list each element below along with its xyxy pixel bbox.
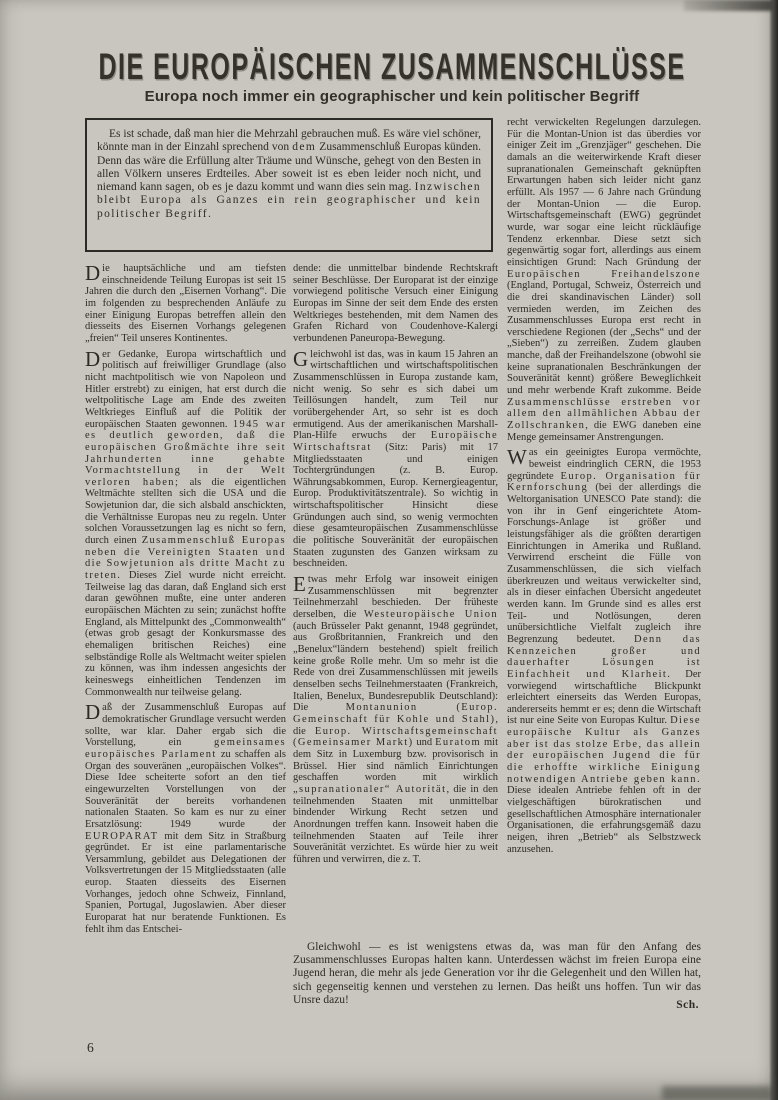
body-text: (Sitz: Paris) mit 17 Mitgliedsstaaten und einigen Tochtergründungen (z. B. Europ. Währungsabkommen, Europ. Kernergieagentur, Europ. Produktivitätszentrale). So wichtig in wirtschaftspolitischer Hinsicht diese Gründungen auch sind, so wenig vermochten diese gesamteuropäischen Zusammenschlüsse die politische Souveränität der europäischen Staaten zugunsten des Ganzen wirksam zu beschneiden. xyxy=(293,441,498,570)
emphasized-text: „supranationaler“ Autorität xyxy=(293,783,447,795)
emphasized-text: Montanunion (Europ. Gemeinschaft für Kohle und Stahl) xyxy=(293,702,498,725)
paragraph xyxy=(293,574,498,865)
body-text: er Gedanke, Europa wirtschaftlich und politisch auf freiwilliger Grundlage (also nicht machtpolitisch wie von Napoleon und Hitler erstrebt) zu einigen, hat erst durch die weltpolitische Lage am Ende des zweiten Weltkrieges Einfluß auf die Politik der europäischen Staaten gewonnen. xyxy=(85,348,286,430)
emphasized-text: Europ. Wirtschaftsgemeinschaft (Gemeinsamer Markt) xyxy=(293,725,498,749)
body-text: aß der Zusammenschluß Europas auf demokratischer Grundlage versucht werden sollte, war klar. Daher ergab sich die Vorstellung, ein xyxy=(85,702,286,749)
body-text: , die xyxy=(293,713,498,737)
emphasized-text: Euratom xyxy=(435,737,482,749)
emphasized-text: Zusammenschluß Europas neben die Vereinigten Staaten und die Sowjetunion als dritte Macht zu treten. xyxy=(85,535,286,582)
body-text: und xyxy=(413,737,436,749)
body-text: mit dem Sitz in Luxemburg bzw. provisorisch in Brüssel. Hier sind nämlich Einrichtungen geschaffen worden mit wirklich xyxy=(293,737,498,784)
body-text: Zusammenschluß Europas künden. Denn das wäre die Erfüllung alter Träume und Wünsche, gehegt von den Besten in allen Völkern unseres Erdteiles. Aber soweit ist es eben leider noch nicht, und niemand kann sagen, ob es je dazu kommt und wann dies sein mag. xyxy=(97,141,481,194)
emphasized-text: Diese europäische Kultur als Ganzes aber ist das stolze Erbe, das allein der europäischen Jugend die für die erhoffte wirkliche Einigung notwendigen Antriebe geben kann. xyxy=(507,715,701,785)
body-text: Gleichwohl — es ist wenigstens etwas da, was man für den Anfang des Zusammenschlusses Europas halten kann. Unterdessen wächst im freien Europa eine Jugend heran, die mehr als jede Generation vor ihr die Gelegenheit und den Willen hat, sich gegenseitig kennen und verstehen zu lernen. Das heißt uns hoffen. Tun wir das Unsre dazu! xyxy=(293,941,701,1006)
body-text: als die eigentlichen Weltmächte stellten sich die USA und die Sowjetunion dar, die sich alsbald anschickten, die Verhältnisse Europas neu zu regeln. Unter solchen Voraussetzungen lag es nicht so fern, durch einen xyxy=(85,476,286,547)
body-text: dende: die unmittelbar bindende Rechtskraft seiner Beschlüsse. Der Europarat ist der einzige vorwiegend politische Versuch einer Einigung Europas im Sinne der seit dem Ende des ersten Weltkrieges bestehenden, mit dem Namen des Grafen Richard von Coudenhove-Kalergi verbundenen Paneuropa-Bewegung. xyxy=(293,263,498,344)
body-text: leichwohl ist das, was in kaum 15 Jahren an wirtschaftlichen und wirtschaftspolitischen Zusammenschlüssen in Europa zustande kam, nicht wenig. So sehr es sich dabei um Teillösungen handelt, zum Teil nur vorübergehender Art, so sehr ist es doch ermutigend. Aus der amerikanischen Marshall-Plan-Hilfe erwuchs der xyxy=(293,348,498,442)
scan-shadow-right-edge xyxy=(769,0,778,1100)
paragraph xyxy=(85,263,286,345)
emphasized-text: Europäischen Freihandelszone xyxy=(507,268,701,280)
page-number: 6 xyxy=(87,1040,94,1055)
drop-cap: E xyxy=(293,572,306,597)
body-text: Es ist schade, daß man hier die Mehrzahl gebrauchen muß. Es wäre viel schöner, könnte man in der Einzahl sprechend von xyxy=(97,128,481,154)
body-text: recht verwickelten Regelungen darzulegen. Für die Montan-Union ist das überdies vor einiger Zeit im „Grenzjäger“ geschehen. Die damals an die weiterwirkende Kraft dieser supranationalen Gemeinschaft geknüpften Erwartungen haben sich leider nicht ganz erfüllt. Als 1957 — 6 Jahre nach Gründung der Montan-Union — die Europ. Wirtschaftsgemeinschaft (EWG) gegründet wurde, war sogar eine leicht rückläufige Tendenz erkennbar. Diese setzt sich gegenwärtig sogar fort, allerdings aus einem einsichtigen Grund: Nach Gründung der xyxy=(507,117,701,268)
emphasized-text: Westeuropäische Union xyxy=(363,609,498,621)
paragraph xyxy=(507,447,701,855)
body-text: Diese idealen Antriebe fehlen oft in der vielgeschäftigen bürokratischen und gesellschaftlichen Atmosphäre internationaler Organisationen, die erfahrungsgemäß dazu neigen, ihren „Betrieb“ als Selbstzweck anzusehen. xyxy=(507,785,701,855)
emphasized-text: Zusammenschlüsse erstreben vor allem den allmählichen Abbau der Zollschranken xyxy=(507,396,701,432)
drop-cap: G xyxy=(293,346,309,371)
body-text: , die in den teilnehmenden Staaten mit unmittelbar bindender Wirkung Recht setzen und Anordnungen treffen kann. Insoweit haben die teilnehmenden Staaten auf Teile ihrer Souveränität verzichtet. Es würde hier zu weit führen und verwirren, die z. T. xyxy=(293,783,498,865)
body-text: , die EWG daneben eine Menge gemeinsamer Anstrengungen. xyxy=(507,420,701,443)
body-text: Dieses Ziel wurde nicht erreicht. Teilweise lag das daran, daß England sich erst daran gewöhnen mußte, eine unter anderen europäischen Mächten zu sein; zunächst hoffte England, als Mittelpunkt des „Commonwealth“ (etwas grob gesagt der Konkursmasse des ehemaligen britischen Reiches) eine selbständige Rolle als Weltmacht weiter spielen zu können, was ihm indessen angesichts der keineswegs einheitlichen Tendenzen im Commonwealth nur teilweise gelang. xyxy=(85,570,286,698)
article-subtitle: Europa noch immer ein geographischer und kein politischer Begriff xyxy=(144,88,640,105)
emphasized-text: 1945 war es deutlich geworden, daß die europäischen Großmächte ihre seit Jahrhunderten inne gehabte Vormachtstellung in der Welt verloren haben; xyxy=(85,418,286,488)
drop-cap: W xyxy=(507,445,527,470)
scan-shadow-bottom-right xyxy=(662,1086,772,1100)
intro-box xyxy=(85,118,493,252)
paragraph xyxy=(293,346,498,570)
body-text: zu schaffen als Organ des souveränen „europäischen Volkes“. Diese Idee scheiterte sofort an den tief eingewurzelten Vorstellungen von der Souveränität der bereits vorhandenen nationalen Staaten. So kam es nur zu einer Ersatzlösung: 1949 wurde der xyxy=(85,748,286,830)
drop-cap: D xyxy=(85,263,101,285)
author-signature: Sch. xyxy=(676,998,699,1011)
text-column-2 xyxy=(293,263,498,939)
body-text: (England, Portugal, Schweiz, Österreich und die drei skandinavischen Länder) soll vermieden werden, im Zeichen des Zusammenschlusses Europa erst recht in verschiedene Regionen (der „Sechs“ und der „Sieben“) zu zerreißen. Zudem glauben manche, daß der Freihandelszone (obwohl sie keine supranationalen Beschränkungen der Souveränität kennt) größere Beweglichkeit und mehr werbende Kraft zukomme. Beide xyxy=(507,280,701,397)
emphasized-text: Inzwischen bleibt Europa als Ganzes ein rein geographischer und kein politischer Begriff. xyxy=(97,181,481,220)
emphasized-text: Europäische Wirtschaftsrat xyxy=(293,430,498,453)
body-text: Der vorwiegend wirtschaftliche Blickpunkt erleichtert einerseits das Werden Europas, andererseits hemmt er es; denn die Wirtschaft ist nur eine Seite von Europas Kultur. xyxy=(507,668,701,727)
emphasized-text: Europ. Organisation für Kernforschung xyxy=(507,470,701,494)
emphasized-text: dem xyxy=(292,141,317,154)
emphasized-text: EUROPARAT xyxy=(85,830,159,842)
paragraph xyxy=(85,346,286,699)
drop-cap: D xyxy=(85,700,101,725)
page-title: DIE EUROPÄISCHEN ZUSAMMENSCHLÜSSE xyxy=(98,46,686,88)
body-text: twas mehr Erfolg war insoweit einigen Zusammenschlüssen mit begrenzter Teilnehmerzahl beschieden. Der früheste derselben, die xyxy=(293,574,498,621)
emphasized-text: Denn das Kennzeichen großer und dauerhafter Lösungen ist Einfachheit und Klarheit. xyxy=(507,633,701,680)
drop-cap: D xyxy=(85,346,101,371)
body-text: as ein geeinigtes Europa vermöchte, beweist eindringlich CERN, die 1953 gegründete xyxy=(507,447,701,482)
text-column-3 xyxy=(507,117,701,951)
paragraph xyxy=(293,263,498,345)
closing-paragraph-text xyxy=(293,941,701,1006)
text-column-1 xyxy=(85,263,286,1013)
body-text: (auch Brüsseler Pakt genannt, 1948 gegründet, aus Großbritannien, Frankreich und den „Benelux“ländern bestehend) spielt freilich keine große Rolle mehr. Um so mehr ist die Rede von drei Zusammenschlüssen mit jeweils denselben sechs Teilnehmerstaaten (Frankreich, Italien, Benelux, Bundesrepublik Deutschland): Die xyxy=(293,620,498,714)
scan-shadow-top-right xyxy=(684,0,772,11)
body-text: mit dem Sitz in Straßburg gegründet. Er ist eine parlamentarische Versammlung, gebildet aus Delegationen der Volksvertretungen der 15 Mitgliedsstaaten (alle europ. Staaten diesseits des Eisernen Vorhanges, jedoch ohne Schweiz, Finnland, Spanien, Portugal, Jugoslawien. Aber dieser Europarat hat nur beratende Funktionen. Es fehlt ihm das Entschei- xyxy=(85,830,286,935)
emphasized-text: gemeinsames europäisches Parlament xyxy=(85,737,286,760)
body-text: (bei der allerdings die Weltorganisation UNESCO Pate stand): die von ihr in Genf eingerichtete Atom-Forschungs-Anlage ist größer und leistungsfähiger als die größten derartigen Einrichtungen in Amerika und Rußland. Verwirrend erscheint die Fülle von Zusammenschlüssen, die sich vielfach überkreuzen und weitaus verwickelter sind, als in dieser einfachen Übersicht angedeutet werden kann. Im Grunde sind es alles erst Teil- und Notlösungen, deren unübersichtliche Vielfalt zugleich ihre Begrenzung bedeutet. xyxy=(507,482,701,645)
closing-paragraph xyxy=(293,941,701,1013)
body-text: ie hauptsächliche und am tiefsten einschneidende Teilung Europas ist seit 15 Jahren die durch den „Eisernen Vorhang“. Die im folgenden zu besprechenden Anläufe zu einer Einigung Europas betreffen allein den diesseits des Eisernen Vorhangs gelegenen „freien“ Teil unseres Kontinentes. xyxy=(85,263,286,344)
paragraph xyxy=(507,117,701,443)
intro-box-text xyxy=(97,128,481,221)
paragraph xyxy=(85,702,286,935)
